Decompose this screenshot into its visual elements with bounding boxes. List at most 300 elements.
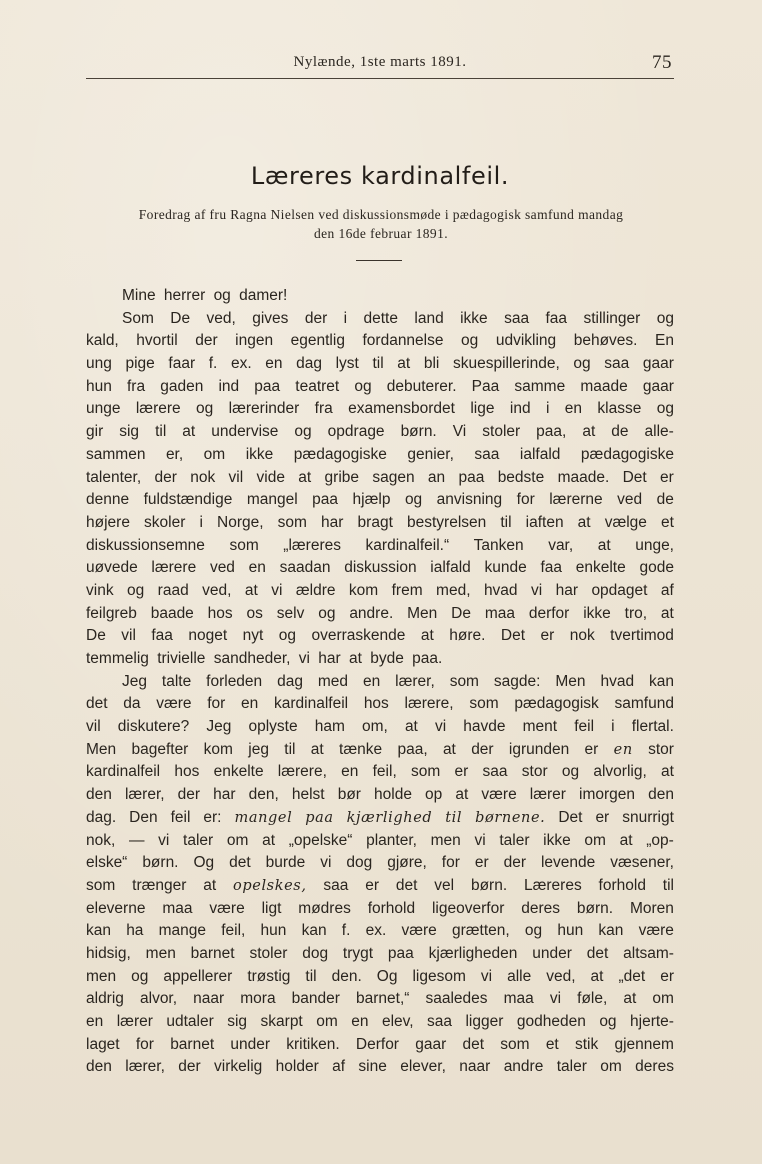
word: opdrage bbox=[327, 423, 385, 441]
word: som bbox=[500, 1035, 530, 1053]
word: gives bbox=[252, 309, 289, 327]
word: sandheder, bbox=[213, 650, 295, 667]
word: det bbox=[395, 876, 418, 894]
word: dog bbox=[346, 854, 373, 872]
word: har bbox=[213, 786, 236, 804]
word: er bbox=[540, 627, 555, 645]
word: gjøre, bbox=[387, 854, 427, 872]
word: — bbox=[128, 831, 145, 849]
word: kunde bbox=[484, 559, 527, 577]
word: deres bbox=[521, 899, 561, 917]
word: kritiken. bbox=[286, 1035, 340, 1053]
word: faa bbox=[545, 309, 568, 327]
word: Tanken bbox=[473, 536, 524, 554]
word: denne bbox=[86, 491, 130, 509]
word: enkelte bbox=[575, 559, 626, 577]
word: hjælp bbox=[352, 491, 391, 509]
text-line bbox=[86, 898, 674, 921]
word: en bbox=[241, 695, 259, 713]
word: Mine bbox=[122, 287, 160, 304]
word: saadan bbox=[279, 559, 331, 577]
word: fra bbox=[127, 377, 146, 395]
word: selv bbox=[276, 604, 305, 622]
word: vi bbox=[320, 854, 332, 872]
word: er: bbox=[203, 808, 222, 826]
word: trygt bbox=[342, 944, 374, 962]
word: om bbox=[584, 831, 606, 849]
word: nok bbox=[569, 627, 595, 645]
word: andre. bbox=[349, 604, 394, 622]
word: ikke bbox=[245, 445, 274, 463]
word: trivielle bbox=[157, 650, 210, 667]
word: den. bbox=[331, 967, 362, 985]
word: bestyrelsen bbox=[406, 513, 487, 531]
word: er bbox=[365, 876, 380, 894]
word: maade bbox=[580, 377, 628, 395]
word: og bbox=[656, 309, 674, 327]
word: at bbox=[298, 468, 312, 486]
word: af bbox=[660, 581, 674, 599]
word: en bbox=[564, 400, 583, 418]
text-line bbox=[86, 285, 674, 308]
word: har bbox=[318, 650, 345, 667]
text-line bbox=[86, 920, 674, 943]
word: gaar bbox=[642, 355, 674, 373]
word: aldrig bbox=[86, 990, 124, 1008]
word: for bbox=[135, 1035, 154, 1053]
word: tro, bbox=[624, 604, 648, 622]
word: pædagogiske bbox=[580, 445, 674, 463]
word: stoler bbox=[249, 944, 288, 962]
word: om bbox=[600, 1058, 622, 1076]
word: hun bbox=[86, 377, 112, 395]
word: lærer bbox=[529, 786, 566, 804]
word: udvikling bbox=[495, 332, 557, 350]
word: som bbox=[86, 876, 116, 894]
word: Jeg bbox=[206, 718, 232, 736]
word: ligeoverfor bbox=[431, 899, 505, 917]
word: paa. bbox=[412, 650, 443, 667]
word: stik bbox=[574, 1035, 599, 1053]
text-line bbox=[86, 739, 674, 762]
word: gribe bbox=[324, 468, 360, 486]
word: fra bbox=[314, 400, 333, 418]
word: som bbox=[410, 763, 441, 781]
word: iaften bbox=[525, 513, 564, 531]
subtitle-line: den 16de februar 1891. bbox=[313, 226, 448, 241]
word: lærere, bbox=[277, 763, 327, 781]
word: herrer bbox=[163, 287, 210, 304]
text-line bbox=[86, 1056, 674, 1079]
word: kjærlighed bbox=[346, 809, 433, 826]
word: de bbox=[656, 491, 674, 509]
word: kom bbox=[348, 581, 379, 599]
word: hos bbox=[174, 763, 200, 781]
word: nok, bbox=[86, 831, 116, 849]
word: og bbox=[196, 400, 214, 418]
word: kan bbox=[86, 922, 111, 940]
word: feil, bbox=[372, 763, 397, 781]
word: igrunden bbox=[508, 740, 570, 758]
word: sig bbox=[227, 1013, 248, 1030]
word: kardinalfeil bbox=[274, 695, 349, 713]
word: kom bbox=[203, 740, 233, 758]
word: mange bbox=[158, 922, 207, 940]
word: og bbox=[278, 627, 297, 645]
word: lærere bbox=[135, 400, 181, 418]
word: de bbox=[611, 423, 629, 441]
word: børn. bbox=[400, 423, 437, 441]
word: ligesom bbox=[412, 967, 466, 985]
word: noget bbox=[188, 627, 228, 645]
word: kardinalfeil.“ bbox=[365, 536, 450, 554]
word: skoler bbox=[144, 513, 186, 531]
word: elever, bbox=[400, 1058, 446, 1076]
word: nok bbox=[190, 468, 216, 486]
text-line bbox=[86, 807, 674, 830]
word: der bbox=[177, 786, 201, 804]
word: paa bbox=[458, 468, 485, 486]
word: ved bbox=[209, 559, 235, 577]
word: være bbox=[156, 695, 192, 713]
word: Det bbox=[500, 627, 526, 645]
word: f. bbox=[208, 355, 218, 373]
word: ingen bbox=[235, 332, 274, 350]
word: vil bbox=[86, 718, 101, 736]
word: tænke bbox=[339, 740, 383, 758]
word: være bbox=[401, 922, 437, 940]
word: at bbox=[420, 627, 434, 645]
word: forleden bbox=[206, 672, 263, 690]
word: paa, bbox=[536, 423, 567, 441]
word: med bbox=[317, 672, 349, 690]
word: forhold bbox=[598, 876, 646, 894]
word: holder bbox=[275, 1058, 319, 1076]
word: og bbox=[524, 922, 543, 940]
word: behøves. bbox=[573, 332, 638, 350]
word: paa bbox=[312, 491, 339, 509]
word: skarpt bbox=[260, 1013, 303, 1030]
word: ex. bbox=[365, 922, 387, 940]
word: pige bbox=[125, 355, 155, 373]
word: „op- bbox=[646, 831, 674, 849]
word: enkelte bbox=[213, 763, 264, 781]
word: gjennem bbox=[614, 1035, 674, 1053]
word: er bbox=[660, 967, 674, 985]
word: kan bbox=[301, 922, 327, 940]
word: maade. bbox=[557, 468, 610, 486]
word: Vi bbox=[452, 423, 467, 441]
word: er bbox=[584, 740, 599, 758]
word: feilgreb bbox=[86, 604, 137, 622]
text-line bbox=[86, 467, 674, 490]
word: i bbox=[343, 309, 348, 327]
article-title: Læreres kardinalfeil. bbox=[250, 162, 510, 190]
text-line bbox=[86, 875, 674, 898]
word: og bbox=[404, 491, 423, 509]
text-line bbox=[86, 376, 674, 399]
word: En bbox=[655, 332, 674, 350]
word: at bbox=[203, 876, 217, 894]
word: baade bbox=[150, 604, 194, 622]
word: uøvede bbox=[86, 559, 138, 577]
text-line bbox=[86, 852, 674, 875]
word: samme bbox=[514, 377, 566, 395]
word: hvortil bbox=[136, 332, 178, 350]
word: barnet bbox=[190, 944, 235, 962]
text-line bbox=[86, 603, 674, 626]
word: frem bbox=[391, 581, 423, 599]
word: tvertimod bbox=[610, 627, 674, 645]
word: appellerer bbox=[163, 967, 233, 985]
word: holde bbox=[374, 786, 412, 804]
word: dag bbox=[296, 355, 322, 373]
word: Moren bbox=[629, 899, 674, 917]
word: under bbox=[532, 944, 572, 962]
word: De bbox=[86, 627, 106, 645]
word: være bbox=[638, 922, 674, 940]
word: at bbox=[404, 718, 418, 736]
word: Men bbox=[407, 604, 438, 622]
word: en bbox=[248, 559, 266, 577]
running-title: Nylænde, 1ste marts 1891. bbox=[293, 54, 467, 70]
word: bander bbox=[291, 990, 340, 1008]
word: saa bbox=[504, 309, 530, 327]
text-line bbox=[86, 330, 674, 353]
word: f. bbox=[341, 922, 351, 940]
word: vi bbox=[474, 831, 486, 849]
word: saaledes bbox=[425, 990, 488, 1008]
word: højere bbox=[86, 513, 130, 531]
word: den bbox=[648, 786, 674, 804]
word: mødres bbox=[298, 899, 351, 917]
word: lyst bbox=[335, 355, 359, 373]
word: gode bbox=[639, 559, 674, 577]
word: til bbox=[372, 355, 384, 373]
word: sammen bbox=[86, 445, 146, 463]
word: den bbox=[86, 786, 112, 804]
word: eleverne bbox=[86, 899, 146, 917]
word: lærerne bbox=[549, 491, 603, 509]
word: om bbox=[226, 831, 249, 849]
word: en bbox=[341, 763, 359, 781]
word: saa bbox=[427, 1013, 453, 1030]
word: at bbox=[619, 831, 633, 849]
word: den, bbox=[248, 786, 279, 804]
text-line bbox=[86, 353, 674, 376]
word: talte bbox=[161, 672, 192, 690]
word: at bbox=[660, 604, 674, 622]
word: hidsig, bbox=[86, 944, 131, 962]
word: det bbox=[86, 695, 108, 713]
word: men bbox=[145, 944, 176, 962]
word: ialfald bbox=[519, 445, 561, 463]
text-line bbox=[86, 580, 674, 603]
word: kan bbox=[598, 922, 624, 940]
word: at bbox=[262, 831, 276, 849]
word: og bbox=[656, 400, 674, 418]
word: der bbox=[195, 332, 218, 350]
word: diskussion bbox=[344, 559, 417, 577]
word: at bbox=[455, 786, 469, 804]
word: opelskes, bbox=[233, 877, 307, 894]
word: temmelig bbox=[86, 650, 154, 667]
word: i bbox=[545, 400, 550, 418]
word: vi bbox=[158, 831, 170, 849]
word: faa bbox=[540, 559, 563, 577]
word: kardinalfeil bbox=[86, 763, 161, 781]
text-line bbox=[86, 398, 674, 421]
article-subtitle bbox=[96, 205, 666, 243]
word: til bbox=[284, 740, 296, 758]
word: fuldstændige bbox=[143, 491, 233, 509]
word: trænger bbox=[132, 876, 187, 894]
word: diskutere? bbox=[117, 718, 190, 736]
text-line bbox=[86, 535, 674, 558]
word: skuespillerinde, bbox=[452, 355, 560, 373]
subtitle-line: Foredrag af fru Ragna Nielsen ved diskussionsmøde i pædagogisk samfund mandag bbox=[138, 207, 624, 222]
word: virkelig bbox=[214, 1058, 263, 1076]
word: et bbox=[661, 513, 674, 531]
word: vælge bbox=[604, 513, 647, 531]
text-line bbox=[86, 830, 674, 853]
word: mangel bbox=[246, 491, 298, 509]
word: hos bbox=[363, 695, 389, 713]
word: pædagogisk bbox=[514, 695, 599, 713]
word: hos bbox=[207, 604, 233, 622]
word: fordannelse bbox=[362, 332, 444, 350]
word: derfor bbox=[528, 604, 570, 622]
word: vink bbox=[86, 581, 114, 599]
word: dog bbox=[302, 944, 329, 962]
word: op bbox=[425, 786, 443, 804]
word: at bbox=[597, 536, 611, 554]
word: Paa bbox=[471, 377, 500, 395]
word: bragt bbox=[357, 513, 393, 531]
word: ham bbox=[314, 718, 345, 736]
word: den bbox=[86, 1058, 112, 1076]
word: at bbox=[661, 763, 674, 781]
word: til bbox=[662, 876, 674, 894]
word: ved bbox=[617, 491, 643, 509]
word: der bbox=[154, 468, 177, 486]
word: at bbox=[582, 423, 596, 441]
word: og bbox=[461, 332, 479, 350]
word: diskussionsemne bbox=[86, 536, 205, 554]
word: og bbox=[573, 355, 591, 373]
word: examensbordet bbox=[348, 400, 455, 418]
word: taler bbox=[183, 831, 214, 849]
word: vil bbox=[121, 627, 136, 645]
word: dette bbox=[363, 309, 398, 327]
word: har bbox=[555, 581, 579, 599]
word: grætten, bbox=[451, 922, 510, 940]
word: lærer, bbox=[125, 1058, 165, 1076]
word: hvad bbox=[600, 672, 635, 690]
word: og bbox=[294, 423, 312, 441]
word: gaden bbox=[160, 377, 204, 395]
word: ved, bbox=[206, 309, 236, 327]
word: sig bbox=[119, 423, 140, 441]
word: ikke bbox=[543, 831, 571, 849]
word: saa bbox=[482, 763, 508, 781]
word: Og bbox=[376, 967, 398, 985]
word: om, bbox=[361, 718, 388, 736]
word: alvor, bbox=[140, 990, 178, 1008]
word: vi bbox=[298, 650, 315, 667]
word: byde bbox=[370, 650, 409, 667]
word: gaar bbox=[642, 377, 674, 395]
word: planter, bbox=[366, 831, 417, 849]
word: som bbox=[469, 695, 499, 713]
word: helst bbox=[291, 786, 325, 804]
word: Derfor bbox=[355, 1035, 399, 1053]
word: hun bbox=[260, 922, 287, 940]
word: saa bbox=[604, 355, 630, 373]
text-line bbox=[86, 421, 674, 444]
word: land bbox=[414, 309, 444, 327]
word: Norge, bbox=[217, 513, 264, 531]
word: der bbox=[471, 740, 494, 758]
word: levende bbox=[540, 854, 596, 872]
word: som bbox=[277, 513, 307, 531]
word: er, bbox=[165, 445, 184, 463]
word: at bbox=[244, 581, 258, 599]
word: hjerte- bbox=[630, 1013, 674, 1030]
word: i bbox=[199, 513, 203, 531]
word: barnet,“ bbox=[356, 990, 410, 1008]
word: paa bbox=[387, 944, 414, 962]
word: sagen bbox=[372, 468, 415, 486]
word: at bbox=[348, 650, 367, 667]
word: lærere bbox=[151, 559, 197, 577]
word: paa bbox=[305, 809, 334, 826]
word: at bbox=[310, 740, 324, 758]
word: teatret bbox=[295, 377, 340, 395]
word: at bbox=[182, 423, 196, 441]
word: genier, bbox=[407, 445, 454, 463]
word: til bbox=[500, 513, 512, 531]
word: udtaler bbox=[166, 1013, 214, 1030]
word: vi bbox=[530, 581, 543, 599]
word: børn. bbox=[576, 899, 614, 917]
word: ment bbox=[522, 718, 558, 736]
word: for bbox=[207, 695, 226, 713]
word: havde bbox=[463, 718, 506, 736]
word: er bbox=[660, 468, 674, 486]
word: og bbox=[213, 287, 236, 304]
word: hun bbox=[557, 922, 584, 940]
word: „det bbox=[618, 967, 646, 985]
word: Men bbox=[86, 740, 117, 758]
word: maa bbox=[503, 990, 534, 1008]
word: kan bbox=[649, 672, 674, 690]
word: at bbox=[442, 740, 456, 758]
word: maa bbox=[484, 604, 515, 622]
word: af bbox=[332, 1058, 346, 1076]
word: bli bbox=[423, 355, 440, 373]
word: vi bbox=[549, 990, 562, 1008]
word: da bbox=[123, 695, 141, 713]
word: saa bbox=[323, 876, 349, 894]
word: men bbox=[430, 831, 461, 849]
word: vi bbox=[271, 581, 283, 599]
word: altsam- bbox=[623, 944, 674, 962]
text-line bbox=[86, 761, 674, 784]
text-line bbox=[86, 784, 674, 807]
word: en bbox=[362, 672, 381, 690]
word: stor bbox=[648, 740, 674, 758]
